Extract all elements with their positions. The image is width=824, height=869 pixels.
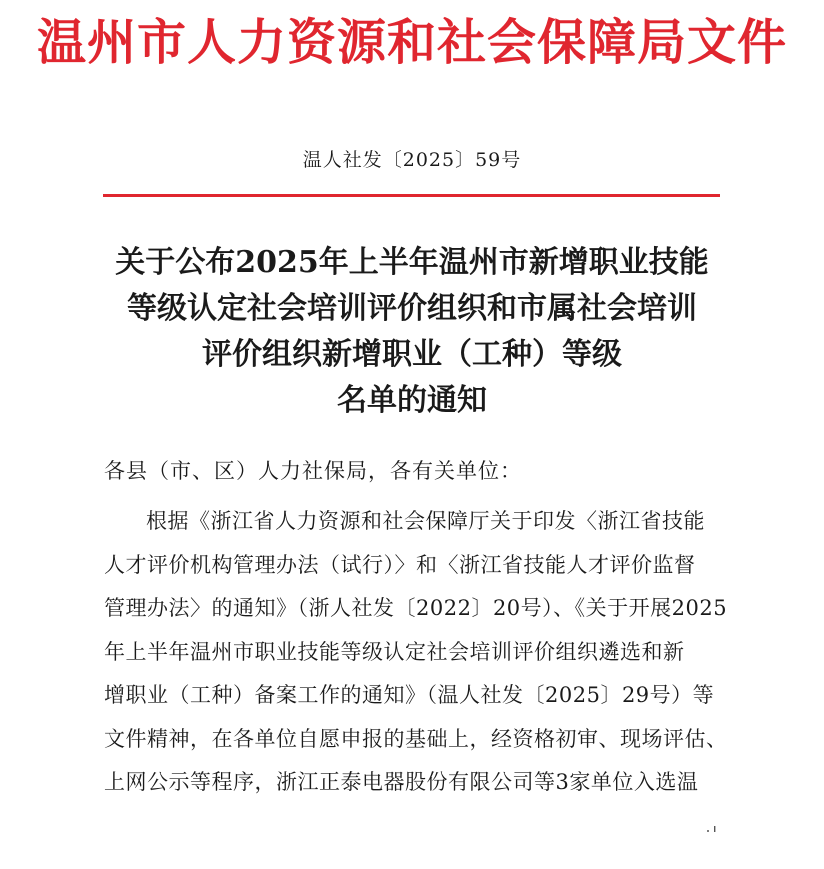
- notice-title-line: 评价组织新增职业（工种）等级: [202, 337, 622, 372]
- issuer-header: 温州市人力资源和社会保障局文件: [36, 13, 787, 71]
- body-line: 管理办法〉的通知》（浙人社发〔2022〕20号）、《关于开展2025: [104, 596, 728, 620]
- body-line: 年上半年温州市职业技能等级认定社会培训评价组织遴选和新: [104, 639, 685, 664]
- body-line: 根据《浙江省人力资源和社会保障厅关于印发〈浙江省技能: [146, 509, 705, 533]
- body-line: 人才评价机构管理办法（试行）〉和〈浙江省技能人才评价监督: [104, 552, 696, 577]
- red-divider-line: [103, 194, 720, 197]
- salutation: 各县（市、区）人力社保局，各有关单位：: [104, 459, 522, 483]
- document-number: 温人社发〔2025〕59号: [302, 149, 522, 171]
- notice-title-line: 等级认定社会培训评价组织和市属社会培训: [127, 291, 697, 326]
- notice-title: [0, 240, 824, 424]
- body-line: 文件精神，在各单位自愿申报的基础上，经资格初审、现场评估、: [104, 726, 728, 751]
- body-line: 增职业（工种）备案工作的通知》（温人社发〔2025〕29号）等: [104, 683, 715, 707]
- body-paragraph: [104, 500, 728, 805]
- notice-title-line: 名单的通知: [337, 383, 487, 418]
- scan-speck-mark: [706, 824, 720, 834]
- body-line: 上网公示等程序，浙江正泰电器股份有限公司等3家单位入选温: [104, 770, 699, 794]
- notice-title-line: 关于公布2025年上半年温州市新增职业技能: [115, 245, 709, 280]
